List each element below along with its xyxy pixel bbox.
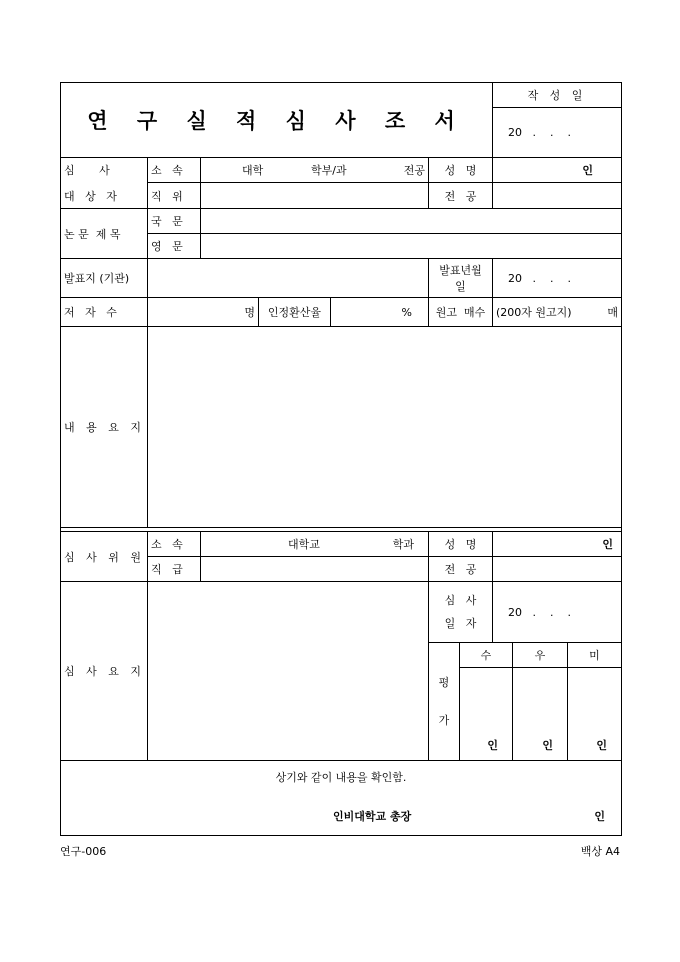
review-summary-label: 심 사 요 지 [64, 665, 145, 678]
form-title: 연 구 실 적 심 사 조 서 [87, 108, 466, 133]
summary-content-area[interactable] [148, 327, 621, 527]
authors-label: 저 자 수 [64, 306, 117, 319]
confirm-signer: 인비대학교 총장 [333, 810, 412, 823]
target-affil-label: 소 속 [151, 164, 183, 177]
summary-label: 내 용 요 지 [64, 421, 145, 434]
review-date-label-line1: 심 사 [444, 594, 477, 607]
paper-korean-label: 국 문 [151, 215, 183, 228]
authors-count-unit: 명 [244, 306, 255, 319]
target-affil-univ: 대학 [242, 164, 264, 177]
reviewer-label: 심 사 위 원 [64, 550, 145, 564]
reviewer-major-label: 전 공 [444, 563, 477, 576]
confirm-seal: 인 [594, 810, 605, 823]
journal-label: 발표지 (기관) [64, 272, 130, 285]
review-summary-content-area[interactable] [148, 582, 428, 760]
reviewer-affil-dept: 학과 [392, 538, 414, 551]
form-code: 연구-006 [60, 845, 107, 858]
review-date-label-line2: 일 자 [444, 617, 477, 630]
target-seal: 인 [582, 164, 593, 177]
reviewer-affil-label: 소 속 [151, 538, 183, 551]
pub-date-label-line1: 발표년월 [439, 264, 482, 277]
reviewer-name-label: 성 명 [444, 538, 477, 551]
paper-spec: 백상 A4 [580, 845, 620, 858]
pub-date-value[interactable]: 20 . . . [508, 271, 571, 285]
reviewer-affil-univ: 대학교 [288, 538, 320, 551]
target-position-label: 직 위 [151, 189, 183, 203]
manuscript-value: (200자 원고지) [496, 306, 572, 319]
pub-date-label-line2: 일 [455, 280, 466, 293]
confirm-text: 상기와 같이 내용을 확인함. [275, 771, 407, 784]
target-name-label: 성 명 [444, 164, 477, 177]
reviewer-seal: 인 [602, 538, 613, 551]
target-label-line1: 심 사 [64, 164, 110, 177]
grade-fair-seal: 인 [596, 739, 607, 752]
target-affil-major: 전공 [403, 164, 425, 177]
paper-english-label: 영 문 [151, 240, 183, 253]
grade-fair: 미 [589, 649, 600, 662]
target-affil-dept: 학부/과 [311, 164, 347, 177]
conversion-label: 인정환산율 [267, 306, 322, 319]
target-major-label: 전 공 [444, 189, 477, 203]
review-date-value[interactable]: 20 . . . [508, 605, 571, 619]
paper-title-label: 논 문 제 목 [64, 227, 121, 241]
target-label-line2: 대 상 자 [64, 189, 117, 203]
eval-label-line1: 평 [438, 676, 450, 689]
write-date-label: 작 성 일 [527, 89, 587, 102]
eval-label-line2: 가 [438, 714, 450, 727]
write-date-value[interactable]: 20 . . . [508, 126, 571, 139]
manuscript-unit: 매 [607, 306, 618, 319]
grade-excellent-seal: 인 [487, 739, 498, 752]
reviewer-rank-label: 직 급 [151, 563, 183, 576]
manuscript-label: 원고 매수 [435, 306, 486, 319]
conversion-percent: % [401, 305, 412, 319]
grade-excellent: 수 [480, 649, 492, 662]
grade-good-seal: 인 [542, 739, 553, 752]
grade-good: 우 [534, 649, 546, 662]
